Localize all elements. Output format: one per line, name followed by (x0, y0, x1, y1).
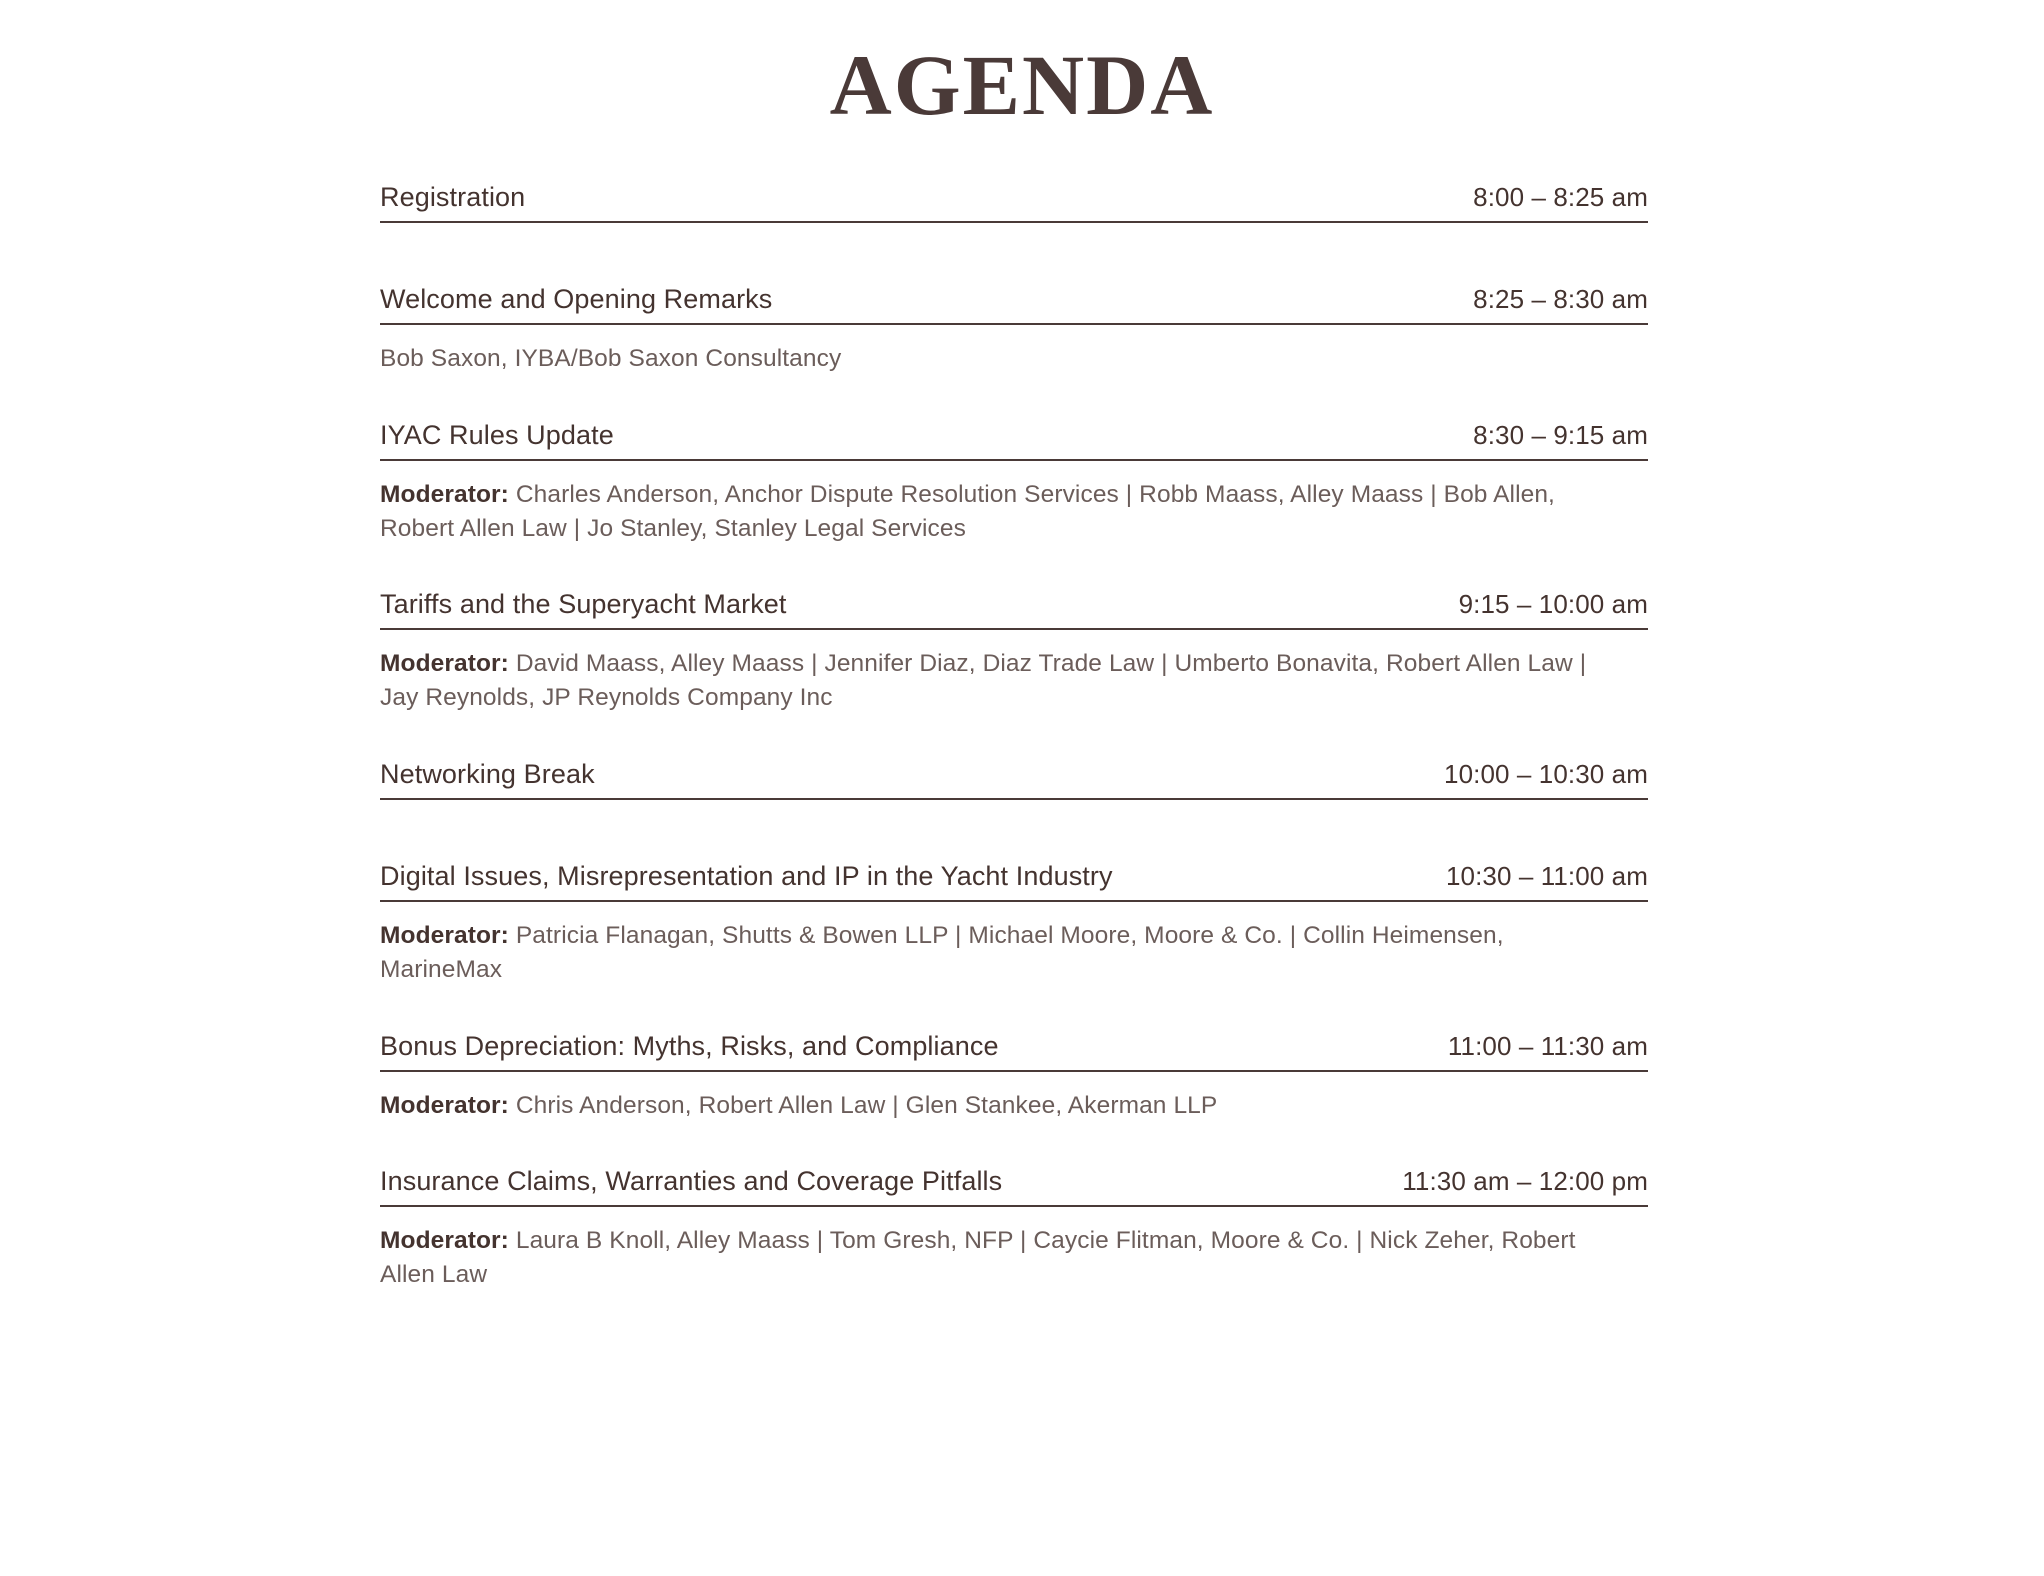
section-spacer (380, 545, 1648, 589)
section-spacer (380, 376, 1648, 420)
agenda-item-detail (380, 342, 1620, 376)
agenda-item-detail (380, 1224, 1620, 1292)
agenda-item-title: Welcome and Opening Remarks (380, 284, 773, 314)
agenda-item-time: 8:00 – 8:25 am (1473, 182, 1648, 212)
agenda-item-title: Bonus Depreciation: Myths, Risks, and Compliance (380, 1030, 999, 1061)
page-title: AGENDA (829, 37, 1215, 133)
agenda-item-header (380, 759, 1648, 800)
agenda-item-time: 11:30 am – 12:00 pm (1402, 1166, 1648, 1197)
agenda-item-participants: Chris Anderson, Robert Allen Law | Glen Stankee, Akerman LLP (508, 1091, 1218, 1119)
moderator-label: Moderator: (380, 650, 509, 678)
agenda-item (380, 182, 1648, 223)
agenda-item (380, 1031, 1648, 1123)
agenda-item-title: IYAC Rules Update (380, 419, 614, 450)
moderator-label: Moderator: (380, 1227, 509, 1255)
agenda-item-title: Tariffs and the Superyacht Market (380, 589, 787, 620)
agenda-item-time: 8:25 – 8:30 am (1473, 284, 1648, 314)
agenda-item (380, 420, 1648, 546)
agenda-item-detail (380, 647, 1620, 715)
agenda-item-participants: David Maass, Alley Maass | Jennifer Diaz, Diaz Trade Law | Umberto Bonavita, Robert Allen Law | Jay Reynolds, JP Reynolds Company Inc (380, 650, 1587, 712)
agenda-item-title: Networking Break (380, 758, 595, 789)
section-spacer (380, 987, 1648, 1031)
agenda-item-title: Registration (380, 182, 526, 212)
agenda-item-time: 10:30 – 11:00 am (1445, 860, 1648, 891)
agenda-item-detail (380, 1089, 1620, 1123)
moderator-label: Moderator: (380, 1091, 509, 1119)
moderator-label: Moderator: (380, 480, 509, 508)
agenda-item-participants: Bob Saxon, IYBA/Bob Saxon Consultancy (380, 345, 842, 372)
agenda-item-participants: Patricia Flanagan, Shutts & Bowen LLP | Michael Moore, Moore & Co. | Collin Heimensen, MarineMax (380, 921, 1504, 983)
agenda-item-header (380, 284, 1648, 325)
agenda-item-participants: Charles Anderson, Anchor Dispute Resolution Services | Robb Maass, Alley Maass | Bob Allen, Robert Allen Law | Jo Stanley, Stanley Legal Services (380, 480, 1555, 542)
agenda-item-header (380, 589, 1648, 630)
agenda-item-participants: Laura B Knoll, Alley Maass | Tom Gresh, NFP | Caycie Flitman, Moore & Co. | Nick Zeher, Robert Allen Law (380, 1227, 1576, 1289)
agenda-item-header (380, 182, 1648, 223)
agenda-list (380, 182, 1648, 1292)
moderator-label: Moderator: (380, 921, 509, 949)
agenda-item-time: 8:30 – 9:15 am (1473, 419, 1648, 450)
agenda-item-header (380, 420, 1648, 461)
agenda-item-header (380, 861, 1648, 902)
section-spacer (380, 223, 1648, 284)
agenda-item-detail (380, 919, 1620, 987)
agenda-item (380, 1166, 1648, 1292)
agenda-item-title: Insurance Claims, Warranties and Coverage Pitfalls (380, 1166, 1003, 1197)
agenda-item (380, 284, 1648, 376)
agenda-item-time: 9:15 – 10:00 am (1458, 589, 1648, 620)
agenda-item (380, 589, 1648, 715)
section-spacer (380, 1122, 1648, 1166)
agenda-item (380, 861, 1648, 987)
section-spacer (380, 715, 1648, 759)
section-spacer (380, 800, 1648, 861)
agenda-item-detail (380, 478, 1620, 546)
agenda-item-title: Digital Issues, Misrepresentation and IP in the Yacht Industry (380, 860, 1113, 891)
agenda-item-header (380, 1166, 1648, 1207)
agenda-item-time: 11:00 – 11:30 am (1447, 1030, 1648, 1061)
agenda-item (380, 759, 1648, 800)
agenda-item-time: 10:00 – 10:30 am (1444, 758, 1648, 789)
agenda-item-header (380, 1031, 1648, 1072)
